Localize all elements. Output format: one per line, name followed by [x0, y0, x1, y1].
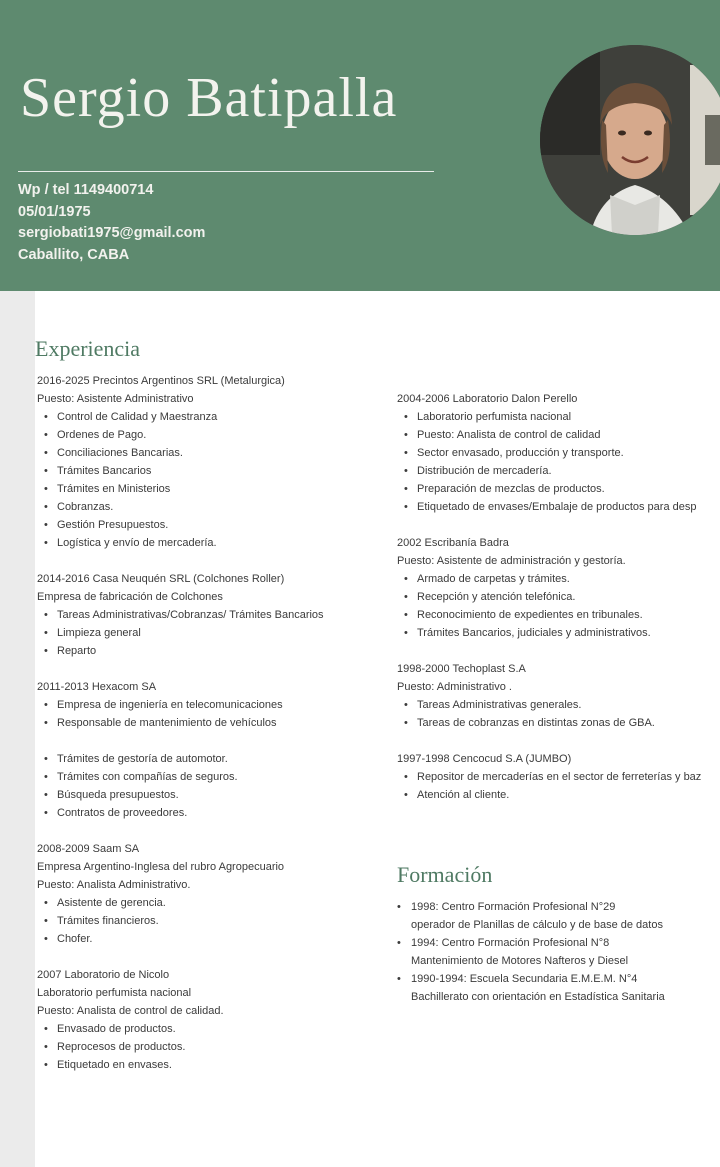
education-detail: Mantenimiento de Motores Nafteros y Diesel	[411, 955, 629, 967]
job-line: Puesto: Asistente Administrativo	[37, 393, 194, 405]
list-item: • Control de Calidad y Maestranza	[37, 408, 324, 426]
phone: Wp / tel 1149400714	[18, 182, 154, 198]
list-item: • Conciliaciones Bancarias.	[37, 444, 324, 462]
job-bullets	[37, 408, 324, 552]
list-item: • Armado de carpetas y trámites.	[397, 570, 701, 588]
job-heading: 2014-2016 Casa Neuquén SRL (Colchones Roller)	[37, 573, 285, 585]
list-item: • Cobranzas.	[37, 498, 324, 516]
job-line: Empresa Argentino-Inglesa del rubro Agropecuario	[37, 861, 285, 873]
education-detail: operador de Planillas de cálculo y de base de datos	[411, 919, 663, 931]
education-items	[397, 970, 665, 988]
education-items	[397, 934, 665, 952]
contact-info	[18, 180, 205, 266]
list-item: • Trámites de gestoría de automotor.	[37, 750, 324, 768]
full-name: Sergio Batipalla	[20, 67, 398, 129]
job-heading: 1997-1998 Cencocud S.A (JUMBO)	[397, 753, 572, 765]
header-banner	[0, 0, 720, 291]
job-heading: 2011-2013 Hexacom SA	[37, 681, 157, 693]
job-heading: 2008-2009 Saam SA	[37, 843, 140, 855]
experience-right-column	[397, 390, 701, 804]
job-bullets	[37, 606, 324, 660]
list-item: • Trámites Bancarios, judiciales y administrativos.	[397, 624, 701, 642]
job-heading: 2007 Laboratorio de Nicolo	[37, 969, 170, 981]
education-title: Formación	[397, 862, 493, 887]
list-item: • Tareas Administrativas/Cobranzas/ Trámites Bancarios	[37, 606, 324, 624]
list-item: • Preparación de mezclas de productos.	[397, 480, 701, 498]
location: Caballito, CABA	[18, 246, 130, 263]
job-line: Puesto: Analista Administrativo.	[37, 879, 191, 891]
list-item: • Puesto: Analista de control de calidad	[397, 426, 701, 444]
left-sidebar-strip	[0, 291, 35, 1167]
profile-photo	[540, 45, 720, 235]
list-item: • Trámites Bancarios	[37, 462, 324, 480]
list-item: • Etiquetado en envases.	[37, 1056, 324, 1074]
experience-title: Experiencia	[35, 336, 141, 361]
list-item: • Recepción y atención telefónica.	[397, 588, 701, 606]
job-line: Empresa de fabricación de Colchones	[37, 591, 223, 603]
list-item: • Laboratorio perfumista nacional	[397, 408, 701, 426]
list-item: • Trámites con compañías de seguros.	[37, 768, 324, 786]
list-item: • Logística y envío de mercadería.	[37, 534, 324, 552]
header-divider	[18, 171, 434, 172]
list-item: • Reparto	[37, 642, 324, 660]
list-item: • Gestión Presupuestos.	[37, 516, 324, 534]
list-item: • Empresa de ingeniería en telecomunicaciones	[37, 696, 324, 714]
list-item: • Reconocimiento de expedientes en tribunales.	[397, 606, 701, 624]
experience-left-column	[37, 372, 324, 1074]
job-heading: 2002 Escribanía Badra	[397, 537, 509, 549]
list-item: • Ordenes de Pago.	[37, 426, 324, 444]
job-bullets	[397, 696, 701, 732]
job-heading: 1998-2000 Techoplast S.A	[397, 663, 526, 675]
job-line: Laboratorio perfumista nacional	[37, 987, 192, 999]
job-line: Puesto: Analista de control de calidad.	[37, 1005, 224, 1017]
job-line: Puesto: Asistente de administración y gestoría.	[397, 555, 626, 567]
job-heading: 2004-2006 Laboratorio Dalon Perello	[397, 393, 578, 405]
list-item: • Distribución de mercadería.	[397, 462, 701, 480]
list-item: • Asistente de gerencia.	[37, 894, 324, 912]
job-bullets	[37, 1020, 324, 1074]
list-item: • Etiquetado de envases/Embalaje de productos para desp	[397, 498, 701, 516]
list-item: • Responsable de mantenimiento de vehículos	[37, 714, 324, 732]
list-item: • Limpieza general	[37, 624, 324, 642]
list-item: • Chofer.	[37, 930, 324, 948]
job-heading: 2016-2025 Precintos Argentinos SRL (Metalurgica)	[37, 375, 285, 387]
education-list	[397, 898, 665, 1006]
job-bullets	[37, 696, 324, 732]
email: sergiobati1975@gmail.com	[18, 225, 206, 241]
job-bullets	[37, 894, 324, 948]
list-item: • Contratos de proveedores.	[37, 804, 324, 822]
list-item: • Repositor de mercaderías en el sector de ferreterías y baz	[397, 768, 701, 786]
job-bullets	[397, 408, 701, 516]
list-item: • Sector envasado, producción y transporte.	[397, 444, 701, 462]
education-items	[397, 898, 665, 916]
birthdate: 05/01/1975	[18, 203, 91, 220]
job-bullets	[397, 570, 701, 642]
list-item: • Reprocesos de productos.	[37, 1038, 324, 1056]
list-item: • Trámites en Ministerios	[37, 480, 324, 498]
list-item: • Trámites financieros.	[37, 912, 324, 930]
list-item: • 1990-1994: Escuela Secundaria E.M.E.M. N°4	[397, 970, 665, 988]
experience-right-clip	[397, 390, 720, 810]
job-line: Puesto: Administrativo .	[397, 681, 512, 693]
list-item: • Envasado de productos.	[37, 1020, 324, 1038]
list-item: • Atención al cliente.	[397, 786, 701, 804]
list-item: • 1994: Centro Formación Profesional N°8	[397, 934, 665, 952]
job-bullets	[397, 768, 701, 804]
list-item: • Búsqueda presupuestos.	[37, 786, 324, 804]
education-detail: Bachillerato con orientación en Estadística Sanitaria	[411, 991, 665, 1003]
list-item: • 1998: Centro Formación Profesional N°29	[397, 898, 665, 916]
job-bullets	[37, 750, 324, 822]
list-item: • Tareas de cobranzas en distintas zonas de GBA.	[397, 714, 701, 732]
list-item: • Tareas Administrativas generales.	[397, 696, 701, 714]
